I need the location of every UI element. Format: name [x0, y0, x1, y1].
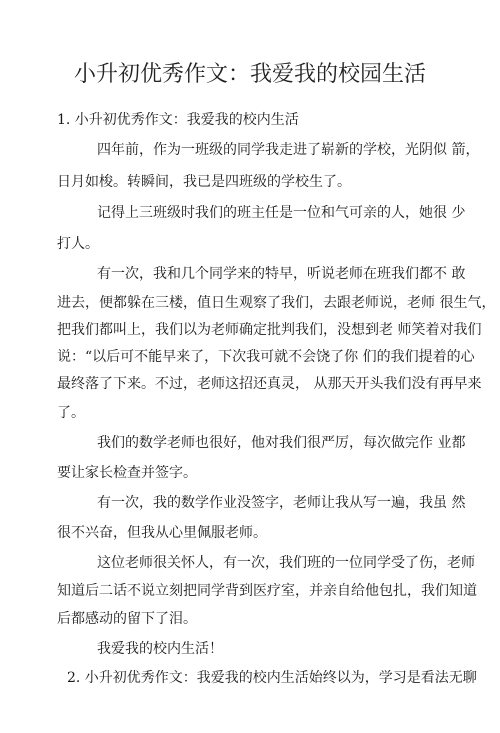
paragraph-line: 四年前，作为一班级的同学我走进了崭新的学校，光阴似 箭， — [97, 142, 480, 158]
paragraph-line: 很不兴奋，但我从心里佩服老师。 — [57, 525, 267, 541]
paragraph-line: 打人。 — [57, 236, 99, 252]
paragraph-line: 这位老师很关怀人，有一次，我们班的一位同学受了伤，老师 — [97, 555, 475, 571]
paragraph-line: 记得上三班级时我们的班主任是一位和气可亲的人，她很 少 — [97, 205, 466, 221]
paragraph-line: 日月如梭。转瞬间，我已是四班级的学校生了。 — [57, 174, 351, 190]
section-heading-1: 1. 小升初优秀作文：我爱我的校内生活 — [57, 112, 299, 128]
paragraph-line: 我爱我的校内生活！ — [97, 641, 223, 657]
paragraph-line: 有一次，我和几个同学来的特早，听说老师在班我们都不 敢 — [97, 266, 466, 282]
paragraph-line: 最终落了下来。不过，老师这招还真灵， 从那天开头我们没有再早来 — [57, 376, 482, 392]
paragraph-line: 要让家长检查并签字。 — [57, 465, 197, 481]
paragraph-line: 说：“以后可不能早来了，下次我可就不会饶了你 们的我们提着的心 — [57, 349, 475, 365]
paragraph-line: 后都感动的留下了泪。 — [57, 611, 197, 627]
section-heading-2: 2. 小升初优秀作文：我爱我的校内生活始终以为，学习是看法无聊 — [67, 670, 477, 686]
paragraph-line: 有一次，我的数学作业没签字，老师让我从写一遍，我虽 然 — [97, 495, 466, 511]
paragraph-line: 进去，便都躲在三楼，值日生观察了我们，去跟老师说，老师 很生气， — [57, 295, 496, 311]
paragraph-line: 了。 — [57, 405, 85, 421]
paragraph-line: 知道后二话不说立刻把同学背到医疗室，并亲自给他包扎，我们知道 — [57, 583, 477, 599]
paragraph-line: 我们的数学老师也很好，他对我们很严厉，每次做完作 业都 — [97, 435, 466, 451]
document-title: 小升初优秀作文：我爱我的校园生活 — [73, 62, 426, 87]
paragraph-line: 把我们都叫上，我们以为老师确定批判我们，没想到老 师笑着对我们 — [57, 322, 482, 338]
